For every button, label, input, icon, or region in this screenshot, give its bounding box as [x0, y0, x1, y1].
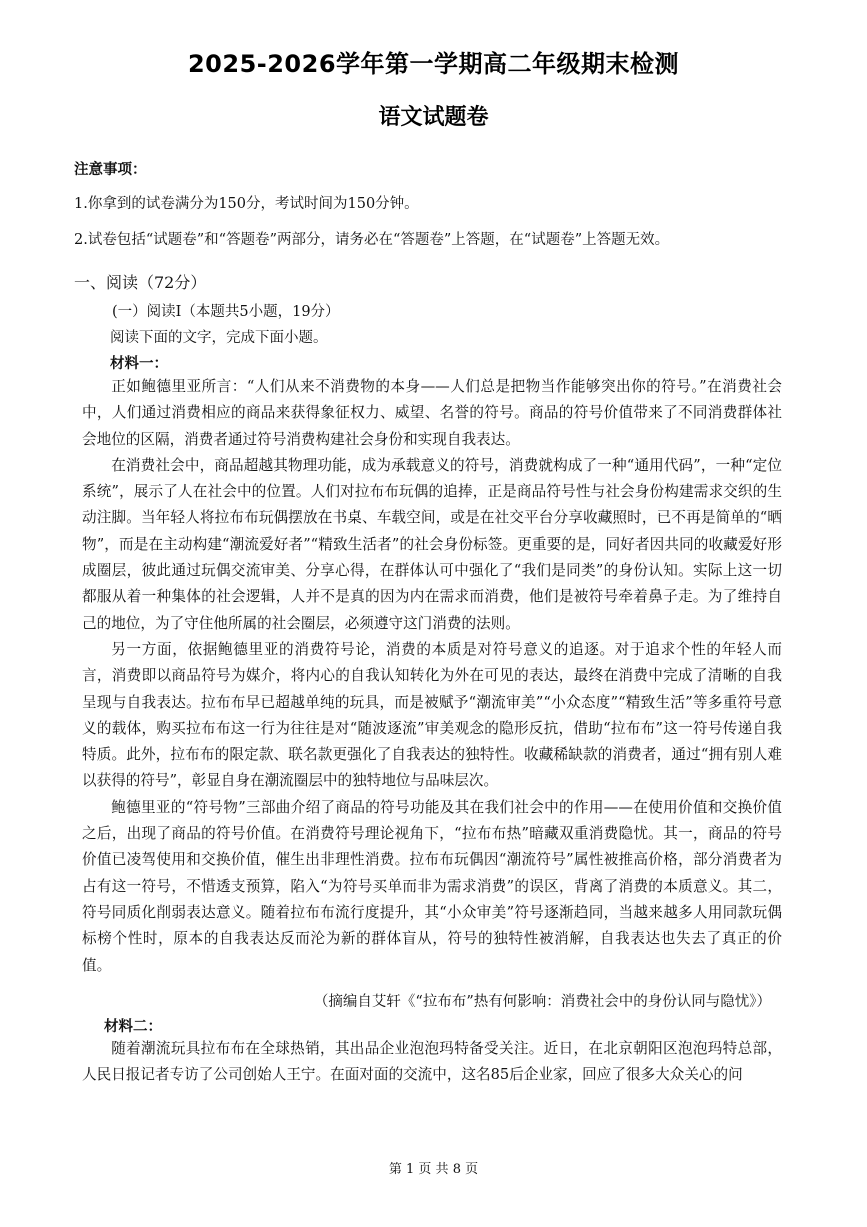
material2-label: 材料二： [104, 1019, 162, 1035]
material2-paragraph-1: 随着潮流玩具拉布布在全球热销，其出品企业泡泡玛特备受关注。近日，在北京朝阳区泡泡玛特总部，人民日报记者专访了公司创始人王宁。在面对面的交流中，这名85后企业家，回应了很多大众关心的问 [82, 1040, 782, 1084]
section-heading: 一、阅读（72分） [74, 273, 207, 292]
material1-paragraph-3: 另一方面，依据鲍德里亚的消费符号论，消费的本质是对符号意义的追逐。对于追求个性的年轻人而言，消费即以商品符号为媒介，将内心的自我认知转化为外在可见的表达，最终在消费中完成了清晰的自我呈现与自我表达。拉布布早已超越单纯的玩具，而是被赋予“潮流审美”“小众态度”“精致生活”等多重符号意义的载体，购买拉布布这一行为往往是对“随波逐流”审美观念的隐形反抗，借助“拉布布”这一符号传递自我特质。此外，拉布布的限定款、联名款更强化了自我表达的独特性。收藏稀缺款的消费者，通过“拥有别人难以获得的符号”，彰显自身在潮流圈层中的独特地位与品味层次。 [82, 640, 782, 790]
instruction: 阅读下面的文字，完成下面小题。 [110, 330, 328, 346]
material2-body [82, 1036, 782, 1089]
exam-title: 2025-2026学年第一学期高二年级期末检测 [187, 50, 680, 78]
material1-paragraph-4: 鲍德里亚的“符号物”三部曲介绍了商品的符号功能及其在我们社会中的作用——在使用价值和交换价值之后，出现了商品的符号价值。在消费符号理论视角下，“拉布布热”暗藏双重消费隐忧。其一，商品的符号价值已凌驾使用和交换价值，催生出非理性消费。拉布布玩偶因“潮流符号”属性被推高价格，部分消费者为占有这一符号，不惜透支预算，陷入“为符号买单而非为需求消费”的误区，背离了消费的本质意义。其二，符号同质化削弱表达意义。随着拉布布流行度提升，其“小众审美”符号逐渐趋同，当越来越多人用同款玩偶标榜个性时，原本的自我表达反而沦为新的群体盲从，符号的独特性被消解，自我表达也失去了真正的价值。 [82, 798, 782, 974]
source-citation: （摘编自艾轩《“拉布布”热有何影响：消费社会中的身份认同与隐忧》） [313, 994, 771, 1010]
sub-section-heading: (一）阅读Ⅰ（本题共5小题，19分） [112, 304, 340, 320]
material1-paragraph-1: 正如鲍德里亚所言：“人们从来不消费物的本身——人们总是把物当作能够突出你的符号。”在消费社会中，人们通过消费相应的商品来获得象征权力、威望、名誉的符号。商品的符号价值带来了不同消费群体社会地位的区隔，消费者通过符号消费构建社会身份和实现自我表达。 [82, 378, 782, 448]
paper-title: 语文试题卷 [378, 105, 489, 130]
material1-paragraph-2: 在消费社会中，商品超越其物理功能，成为承载意义的符号，消费就构成了一种“通用代码”，一种“定位系统”，展示了人在社会中的位置。人们对拉布布玩偶的追捧，正是商品符号性与社会身份构建需求交织的生动注脚。当年轻人将拉布布玩偶摆放在书桌、车载空间，或是在社交平台分享收藏照时，已不再是简单的“晒物”，而是在主动构建“潮流爱好者”“精致生活者”的社会身份标签。更重要的是，同好者因共同的收藏爱好形成圈层，彼此通过玩偶交流审美、分享心得，在群体认可中强化了“我们是同类”的身份认知。实际上这一切都服从着一种集体的社会逻辑，人并不是真的因为内在需求而消费，他们是被符号牵着鼻子走。为了维持自己的地位，为了守住他所属的社会圈层，必须遵守这门消费的法则。 [82, 456, 782, 632]
notice-item-2: 2.试卷包括“试题卷”和“答题卷”两部分，请务必在“答题卷”上答题，在“试题卷”上答题无效。 [74, 232, 670, 248]
notice-heading: 注意事项： [74, 162, 147, 178]
material1-body [82, 374, 782, 979]
notice-item-1: 1.你拿到的试卷满分为150分，考试时间为150分钟。 [74, 196, 419, 212]
page-indicator: 第 1 页 共 8 页 [388, 1162, 479, 1177]
material1-label: 材料一： [110, 356, 168, 372]
